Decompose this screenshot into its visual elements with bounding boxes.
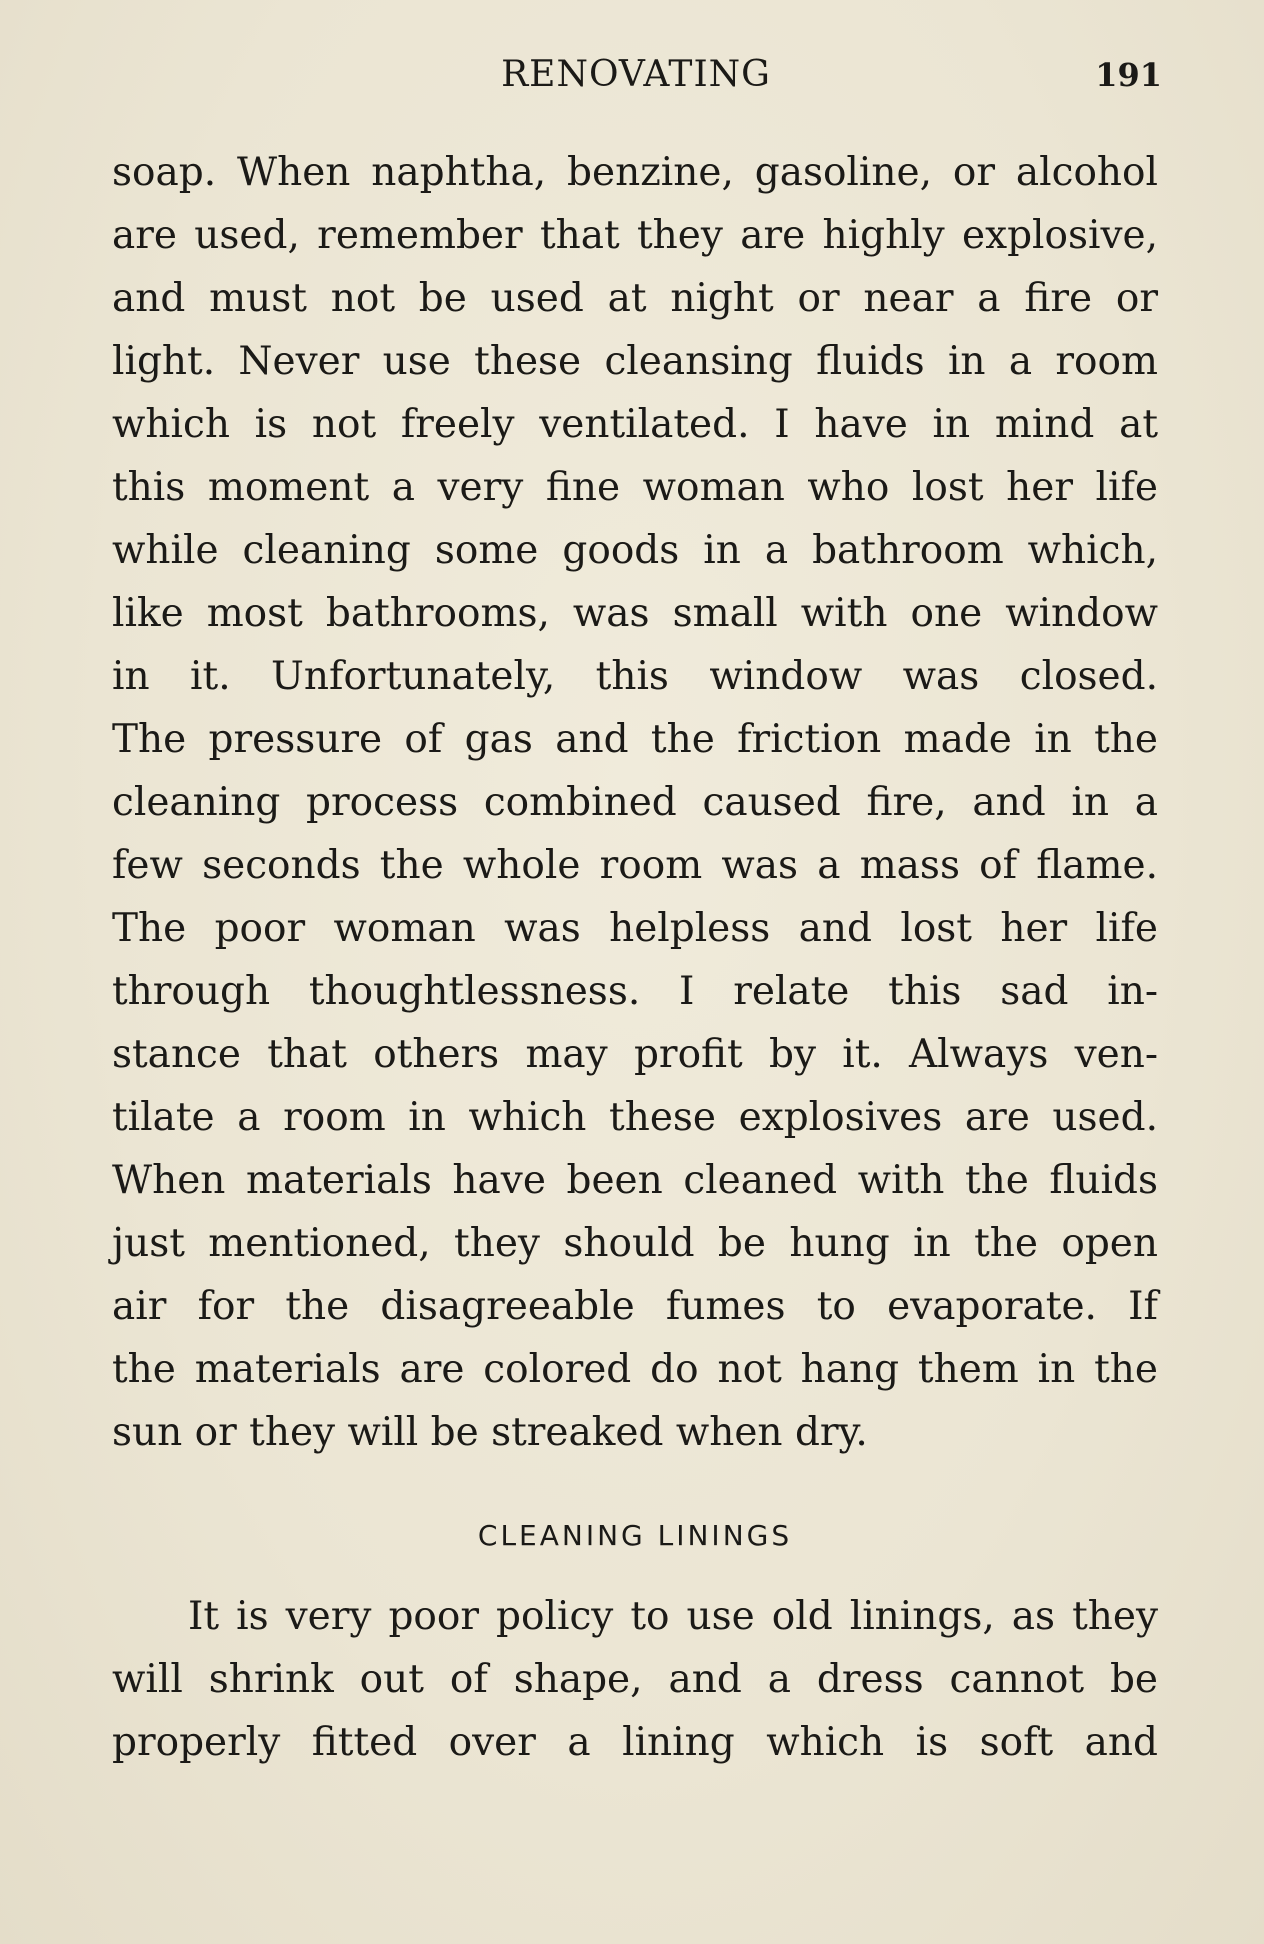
text-line: light. Never use these cleansing fluids in a room	[112, 339, 1158, 384]
text-line: tilate a room in which these explosives are used.	[112, 1095, 1158, 1140]
text-line: It is very poor policy to use old linings, as they	[188, 1594, 1158, 1639]
page-number: 191	[1095, 56, 1162, 94]
body-text	[112, 141, 1158, 1774]
text-line: The poor woman was helpless and lost her life	[112, 906, 1158, 951]
text-line: When materials have been cleaned with the fluids	[112, 1158, 1158, 1203]
text-line: sun or they will be streaked when dry.	[112, 1410, 868, 1455]
paragraph	[112, 1585, 1158, 1774]
text-line: are used, remember that they are highly explosive,	[112, 213, 1158, 258]
text-line: The pressure of gas and the friction made in the	[112, 717, 1158, 762]
text-line: which is not freely ventilated. I have in mind at	[112, 402, 1158, 447]
text-line: cleaning process combined caused fire, and in a	[112, 780, 1158, 825]
text-line: the materials are colored do not hang them in the	[112, 1347, 1158, 1392]
text-line: while cleaning some goods in a bathroom which,	[112, 528, 1158, 573]
text-line: properly fitted over a lining which is soft and	[112, 1720, 1158, 1765]
running-title: RENOVATING	[501, 54, 771, 95]
paragraph	[112, 141, 1158, 1464]
text-line: just mentioned, they should be hung in the open	[112, 1221, 1158, 1266]
text-line: few seconds the whole room was a mass of flame.	[112, 843, 1158, 888]
text-line: this moment a very fine woman who lost her life	[112, 465, 1158, 510]
text-line: through thoughtlessness. I relate this sad in-	[112, 969, 1158, 1014]
text-line: soap. When naphtha, benzine, gasoline, or alcohol	[112, 150, 1158, 195]
text-line: air for the disagreeable fumes to evaporate. If	[112, 1284, 1158, 1329]
text-line: stance that others may profit by it. Always ven-	[112, 1032, 1158, 1077]
section-heading: CLEANING LININGS	[477, 1519, 793, 1552]
text-line: like most bathrooms, was small with one window	[112, 591, 1158, 636]
text-line: and must not be used at night or near a fire or	[112, 276, 1158, 321]
page-header	[110, 48, 1162, 102]
text-line: will shrink out of shape, and a dress cannot be	[112, 1657, 1158, 1702]
text-line: in it. Unfortunately, this window was closed.	[112, 654, 1158, 699]
